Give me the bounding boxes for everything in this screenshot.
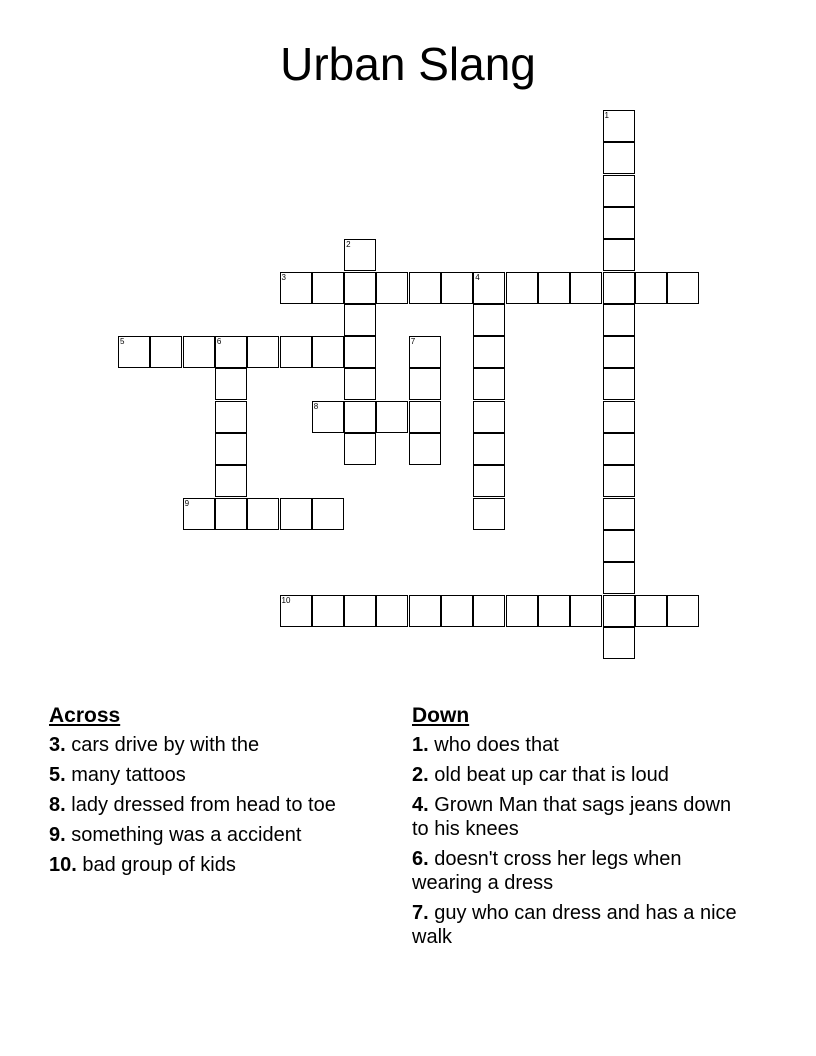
grid-cell[interactable]	[667, 272, 699, 304]
puzzle-title: Urban Slang	[280, 38, 536, 90]
grid-cell[interactable]	[441, 595, 473, 627]
grid-cell[interactable]	[538, 595, 570, 627]
grid-cell[interactable]	[473, 368, 505, 400]
grid-cell[interactable]	[183, 498, 215, 530]
grid-cell[interactable]	[603, 465, 635, 497]
grid-cell[interactable]	[344, 336, 376, 368]
grid-cell[interactable]	[603, 562, 635, 594]
grid-cell[interactable]	[118, 336, 150, 368]
grid-cell[interactable]	[506, 272, 538, 304]
grid-cell[interactable]	[344, 368, 376, 400]
grid-cell[interactable]	[312, 336, 344, 368]
grid-cell[interactable]	[603, 239, 635, 271]
grid-cell[interactable]	[409, 272, 441, 304]
grid-cell[interactable]	[312, 595, 344, 627]
grid-cell[interactable]	[376, 401, 408, 433]
cell-number: 5	[120, 337, 125, 347]
down-clue-7: 7. guy who can dress and has a nice walk	[412, 902, 737, 948]
cell-number: 8	[313, 401, 319, 411]
grid-cell[interactable]	[473, 498, 505, 530]
grid-cell[interactable]	[603, 175, 635, 207]
grid-cell[interactable]	[473, 595, 505, 627]
cell-number: 3	[281, 272, 286, 282]
grid-cell[interactable]	[603, 433, 635, 465]
grid-cell[interactable]	[280, 498, 312, 530]
across-clue-8: 8. lady dressed from head to toe	[49, 794, 336, 816]
cell-number: 4	[475, 272, 480, 282]
down-clues	[412, 704, 752, 955]
grid-cell[interactable]	[344, 595, 376, 627]
grid-cell[interactable]	[538, 272, 570, 304]
cell-number: 2	[346, 240, 351, 250]
grid-cell[interactable]	[312, 272, 344, 304]
grid-cell[interactable]	[409, 595, 441, 627]
grid-cell[interactable]	[215, 401, 247, 433]
cell-number: 7	[410, 337, 416, 347]
cell-number: 1	[604, 111, 609, 120]
grid-cell[interactable]	[344, 401, 376, 433]
grid-cell[interactable]	[506, 595, 538, 627]
grid-cell[interactable]	[280, 272, 312, 304]
grid-cell[interactable]	[473, 465, 505, 497]
grid-cell[interactable]	[603, 336, 635, 368]
grid-cell[interactable]	[376, 272, 408, 304]
grid-cell[interactable]	[183, 336, 215, 368]
across-clue-5: 5. many tattoos	[49, 764, 186, 786]
across-clue-9: 9. something was a accident	[49, 824, 302, 846]
grid-cell[interactable]	[473, 401, 505, 433]
grid-cell[interactable]	[603, 530, 635, 562]
grid-cell[interactable]	[215, 336, 247, 368]
grid-cell[interactable]	[150, 336, 182, 368]
cell-number: 6	[216, 337, 222, 347]
grid-cell[interactable]	[603, 368, 635, 400]
grid-cell[interactable]	[603, 207, 635, 239]
across-clue-10: 10. bad group of kids	[49, 854, 236, 876]
grid-cell[interactable]	[344, 433, 376, 465]
grid-cell[interactable]	[441, 272, 473, 304]
grid-cell[interactable]	[603, 272, 635, 304]
grid-cell[interactable]	[215, 433, 247, 465]
grid-cell[interactable]	[409, 368, 441, 400]
grid-cell[interactable]	[312, 498, 344, 530]
grid-cell[interactable]	[473, 304, 505, 336]
grid-cell[interactable]	[280, 336, 312, 368]
across-clues	[49, 704, 379, 883]
grid-cell[interactable]	[635, 272, 667, 304]
across-heading: Across	[49, 704, 121, 727]
grid-cell[interactable]	[603, 110, 635, 142]
grid-cell[interactable]	[247, 498, 279, 530]
grid-cell[interactable]	[344, 304, 376, 336]
down-clue-2: 2. old beat up car that is loud	[412, 764, 669, 786]
grid-cell[interactable]	[312, 401, 344, 433]
cell-number: 10	[281, 595, 291, 605]
across-clue-3: 3. cars drive by with the	[49, 734, 260, 756]
grid-cell[interactable]	[280, 595, 312, 627]
grid-cell[interactable]	[215, 465, 247, 497]
grid-cell[interactable]	[603, 627, 635, 659]
grid-cell[interactable]	[603, 498, 635, 530]
grid-cell[interactable]	[344, 272, 376, 304]
grid-cell[interactable]	[247, 336, 279, 368]
down-clue-4: 4. Grown Man that sags jeans down to his knees	[412, 794, 732, 840]
grid-cell[interactable]	[409, 336, 441, 368]
grid-cell[interactable]	[215, 368, 247, 400]
cell-number: 9	[184, 498, 190, 508]
down-heading: Down	[412, 704, 470, 727]
grid-cell[interactable]	[603, 142, 635, 174]
grid-cell[interactable]	[409, 401, 441, 433]
grid-cell[interactable]	[473, 336, 505, 368]
down-clue-6: 6. doesn't cross her legs when wearing a dress	[412, 848, 682, 894]
grid-cell[interactable]	[570, 272, 602, 304]
grid-cell[interactable]	[570, 595, 602, 627]
grid-cell[interactable]	[473, 433, 505, 465]
grid-cell[interactable]	[376, 595, 408, 627]
grid-cell[interactable]	[215, 498, 247, 530]
grid-cell[interactable]	[603, 304, 635, 336]
grid-cell[interactable]	[409, 433, 441, 465]
down-clue-1: 1. who does that	[412, 734, 559, 756]
grid-cell[interactable]	[603, 595, 635, 627]
grid-cell[interactable]	[473, 272, 505, 304]
grid-cell[interactable]	[603, 401, 635, 433]
grid-cell[interactable]	[344, 239, 376, 271]
grid-cell[interactable]	[635, 595, 667, 627]
grid-cell[interactable]	[667, 595, 699, 627]
